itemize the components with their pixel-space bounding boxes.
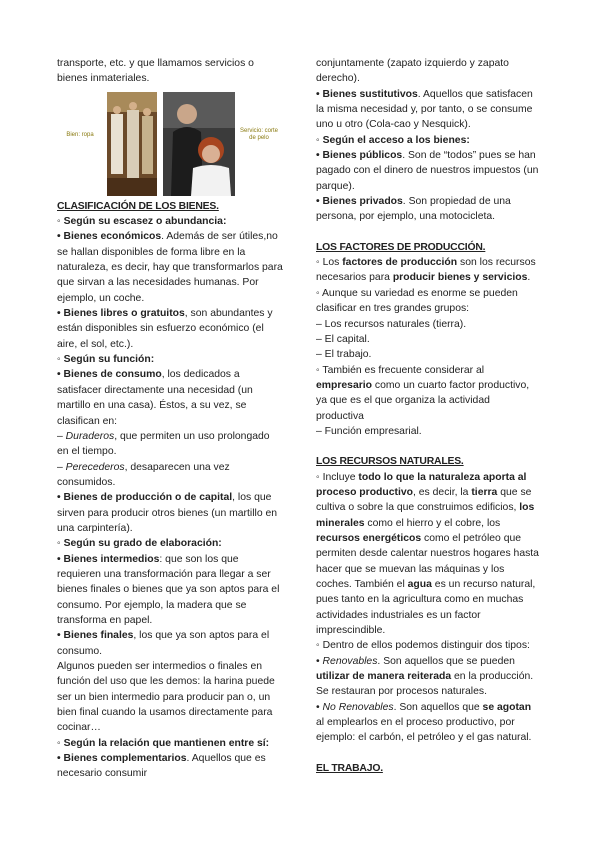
illustration-row: [57, 92, 283, 196]
bienes-privados: • Bienes privados. Son propiedad de una persona, por ejemplo, una motocicleta.: [316, 196, 511, 223]
funcion-label: ◦ Según su función:: [57, 354, 155, 366]
factor-trabajo: – El trabajo.: [316, 349, 372, 361]
clothing-store-image: [107, 92, 157, 196]
heading-factores: LOS FACTORES DE PRODUCCIÓN.: [316, 241, 486, 253]
bienes-sustitutivos: • Bienes sustitutivos. Aquellos que satisfacen la misma necesidad y, por tanto, o se consume uno u otro (Cola-cao y Nesquick).: [316, 88, 533, 131]
right-column: [316, 56, 540, 776]
bienes-publicos: • Bienes públicos. Son de “todos” pues se han pagado con el dinero de nuestros impuestos (un parque).: [316, 150, 539, 192]
bienes-complementarios: • Bienes complementarios. Aquellos que es necesario consumir: [57, 753, 266, 780]
elaboracion-label: ◦ Según su grado de elaboración:: [57, 538, 222, 550]
haircut-image: [163, 92, 235, 196]
factor-tierra: – Los recursos naturales (tierra).: [316, 318, 467, 330]
bienes-economicos: • Bienes económicos. Además de ser útiles,no se hallan disponibles de forma libre en la naturaleza, es decir, hay que transformarlos para que sirvan a las necesidades humanas. Por ejemplo, un coche.: [57, 231, 283, 304]
duraderos: – Duraderos, que permiten un uso prolongado en el tiempo.: [57, 430, 270, 458]
perecederos: – Perecederos, desaparecen una vez consumidos.: [57, 461, 230, 488]
complementarios-cont: conjuntamente (zapato izquierdo y zapato derecho).: [316, 58, 509, 85]
heading-recursos: LOS RECURSOS NATURALES.: [316, 456, 464, 468]
bienes-consumo: • Bienes de consumo, los dedicados a satisfacer directamente una necesidad (un martillo en una casa). Éstos, a su vez, se clasifican en:: [57, 369, 253, 427]
funcion-empresarial: – Función empresarial.: [316, 425, 422, 437]
escasez-label: ◦ Según su escasez o abundancia:: [57, 216, 227, 228]
no-renovables: • No Renovables. Son aquellos que se agotan al emplearlos en el proceso productivo, por ejemplo: el carbón, el petróleo y el gas natural.: [316, 701, 532, 744]
intro-text: transporte, etc. y que llamamos servicios o bienes inmateriales.: [57, 58, 254, 85]
bienes-finales: • Bienes finales, los que ya son aptos para el consumo.: [57, 630, 270, 657]
relacion-label: ◦ Según la relación que mantienen entre sí:: [57, 737, 270, 749]
recursos-def: ◦ Incluye todo lo que la naturaleza aporta al proceso productivo, es decir, la tierra que se cultiva o sobre la que construimos edificios, los minerales como el hierro y el cobre, los recursos energéticos como el petróleo que permiten desde calentar nuestros hogares hasta hacer que se muevan las máquinas y los coches. También el agua es un recurso natural, pues tanto en la agricultura como en muchas actividades industriales es un factor imprescindible.: [316, 471, 539, 637]
renovables: • Renovables. Son aquellos que se pueden utilizar de manera reiterada en la producción. Se restauran por procesos naturales.: [316, 655, 534, 698]
bienes-intermedios: • Bienes intermedios: que son los que requieren una transformación para llegar a ser bienes finales o bienes que ya son aptos para el consumo. Por ejemplo, la madera que se transforma en papel.: [57, 553, 280, 626]
bienes-produccion: • Bienes de producción o de capital, los que sirven para producir otros bienes (un martillo en una carpintería).: [57, 492, 278, 534]
left-column: [57, 56, 283, 782]
bienes-libres: • Bienes libres o gratuitos, son abundantes y están disponibles sin esfuerzo económico (el aire, el sol, etc.).: [57, 308, 273, 350]
image-caption-servicio: Servicio: corte de pelo: [239, 127, 278, 141]
factor-empresario: ◦ También es frecuente considerar al empresario como un cuarto factor productivo, ya que es el que organiza la actividad productiva: [316, 364, 530, 422]
heading-trabajo: EL TRABAJO.: [316, 762, 383, 774]
acceso-label: ◦ Según el acceso a los bienes:: [316, 134, 470, 146]
factor-capital: – El capital.: [316, 333, 370, 345]
algunos-text: Algunos pueden ser intermedios o finales en función del uso que les demos: la harina puede ser un bien intermedio para producir pan o, un bien final cuando la usamos directamente para cocinar…: [57, 661, 275, 734]
factores-grupos: ◦ Aunque su variedad es enorme se pueden clasificar en tres grandes grupos:: [316, 287, 518, 315]
image-caption-bien: Bien: ropa: [66, 131, 94, 138]
heading-clasificacion: CLASIFICACIÓN DE LOS BIENES.: [57, 200, 219, 212]
recursos-tipos: ◦ Dentro de ellos podemos distinguir dos tipos:: [316, 640, 530, 652]
factores-def: ◦ Los factores de producción son los recursos necesarios para producir bienes y servicios.: [316, 257, 536, 284]
